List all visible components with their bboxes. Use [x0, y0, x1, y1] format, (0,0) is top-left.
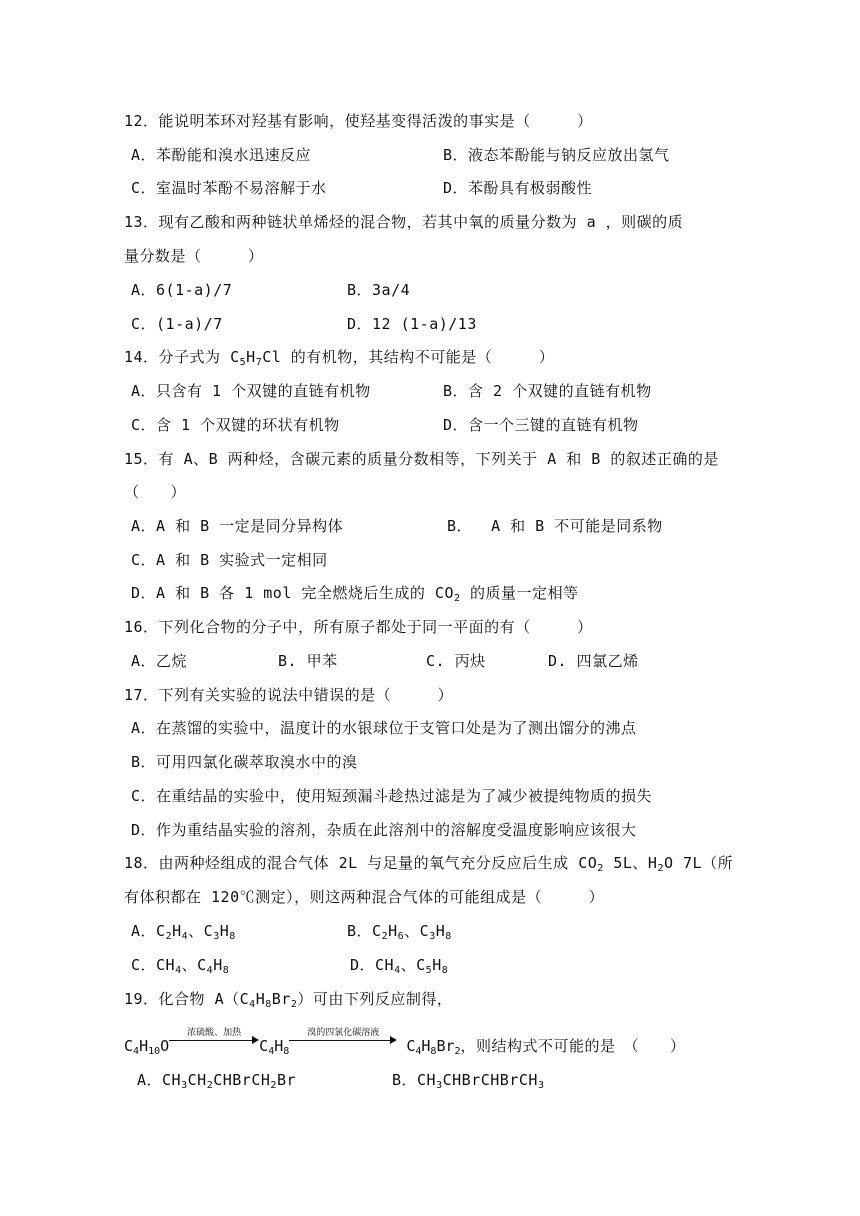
question-17-stem: 17．下列有关实验的说法中错误的是（ ） [124, 686, 454, 704]
q19-option-a: A．$CH_3CH_2CHBrCH_2Br$ [137, 1071, 296, 1091]
q18-option-c: C．$CH_4$、$C_4H_8$ [131, 956, 230, 976]
question-16-stem: 16．下列化合物的分子中，所有原子都处于同一平面的有（ ） [124, 618, 593, 636]
q15-option-c: C．A 和 B 实验式一定相同 [131, 551, 328, 569]
q13-option-d: D．12 (1-a)/13 [347, 315, 477, 333]
question-12-stem: 12．能说明苯环对羟基有影响，使羟基变得活泼的事实是（ ） [124, 112, 593, 130]
q15-option-a: A．A 和 B 一定是同分异构体 [131, 517, 344, 535]
q12-option-d: D．苯酚具有极弱酸性 [443, 179, 593, 197]
q13-option-a: A．6(1-a)/7 [131, 281, 233, 299]
q14-option-c: C．含 1 个双键的环状有机物 [131, 416, 340, 434]
intermediate-formula: $C_4H_8$ [259, 1037, 290, 1057]
q15-option-d: D．A 和 B 各 1 mol 完全燃烧后生成的 $CO_2$ 的质量一定相等 [131, 584, 579, 604]
q16-option-c: C. 丙炔 [426, 652, 486, 670]
question-19-stem: 19．化合物 $A(C_4H_8Br_2)$可由下列反应制得， [124, 990, 453, 1010]
q14-option-b: B．含 2 个双键的直链有机物 [443, 382, 652, 400]
reaction-arrow-2: 溴的四氯化碳溶液 [289, 1031, 397, 1051]
q17-option-c: C．在重结晶的实验中，使用短颈漏斗趁热过滤是为了减少被提纯物质的损失 [131, 787, 653, 805]
q17-option-b: B．可用四氯化碳萃取溴水中的溴 [131, 753, 358, 771]
q17-option-d: D．作为重结晶实验的溶剂，杂质在此溶剂中的溶解度受温度影响应该很大 [131, 821, 637, 839]
question-15-stem-line2: （ ） [124, 483, 187, 501]
q14-option-d: D．含一个三键的直链有机物 [443, 416, 639, 434]
q14-option-a: A．只含有 1 个双键的直链有机物 [131, 382, 371, 400]
q12-option-b: B．液态苯酚能与钠反应放出氢气 [443, 146, 670, 164]
question-18-stem-line1: 18．由两种烃组成的混合气体 2L 与足量的氧气充分反应后生成 $CO_2$ 5L、$H_2O$ 7L（所 [124, 854, 734, 874]
q18-option-a: A．$C_2H_4$、$C_3H_8$ [131, 922, 236, 942]
reactant-formula: $C_4H_{10}O$ [124, 1037, 170, 1057]
reaction-arrow-1: 浓硫酸、加热 [169, 1031, 259, 1051]
q19-option-b: B．$CH_3CHBrCHBrCH_3$ [392, 1071, 545, 1091]
reaction-scheme: $C_4H_{10}O$ 浓硫酸、加热 $C_4H_8$ 溴的四氯化碳溶液 $C_4H_8Br_2$，则结构式不可能的是 （ ） [124, 1028, 686, 1057]
q17-option-a: A．在蒸馏的实验中，温度计的水银球位于支管口处是为了测出馏分的沸点 [131, 719, 637, 737]
q12-option-c: C．室温时苯酚不易溶解于水 [131, 179, 327, 197]
q16-option-d: D. 四氯乙烯 [548, 652, 639, 670]
q13-option-c: C．(1-a)/7 [131, 315, 223, 333]
question-15-stem-line1: 15．有 A、B 两种烃，含碳元素的质量分数相等，下列关于 A 和 B 的叙述正确的是 [124, 450, 719, 468]
q13-option-b: B．3a/4 [347, 281, 411, 299]
q12-option-a: A．苯酚能和溴水迅速反应 [131, 146, 312, 164]
q18-option-d: D．$CH_4$、$C_5H_8$ [350, 956, 449, 976]
q16-option-a: A．乙烷 [131, 652, 188, 670]
question-14-stem: 14．分子式为 $C_5H_7Cl$ 的有机物，其结构不可能是（ ） [124, 348, 555, 368]
question-13-stem-line2: 量分数是（ ） [124, 247, 264, 265]
q18-option-b: B．$C_2H_6$、$C_3H_8$ [347, 922, 452, 942]
product-formula: $C_4H_8Br_2$ [406, 1037, 461, 1057]
q16-option-b: B. 甲苯 [278, 652, 338, 670]
question-18-stem-line2: 有体积都在 120℃测定），则这两种混合气体的可能组成是（ ） [124, 888, 605, 906]
q15-option-b: B． A 和 B 不可能是同系物 [447, 517, 663, 535]
question-13-stem-line1: 13．现有乙酸和两种链状单烯烃的混合物，若其中氧的质量分数为 a ，则碳的质 [124, 213, 684, 231]
